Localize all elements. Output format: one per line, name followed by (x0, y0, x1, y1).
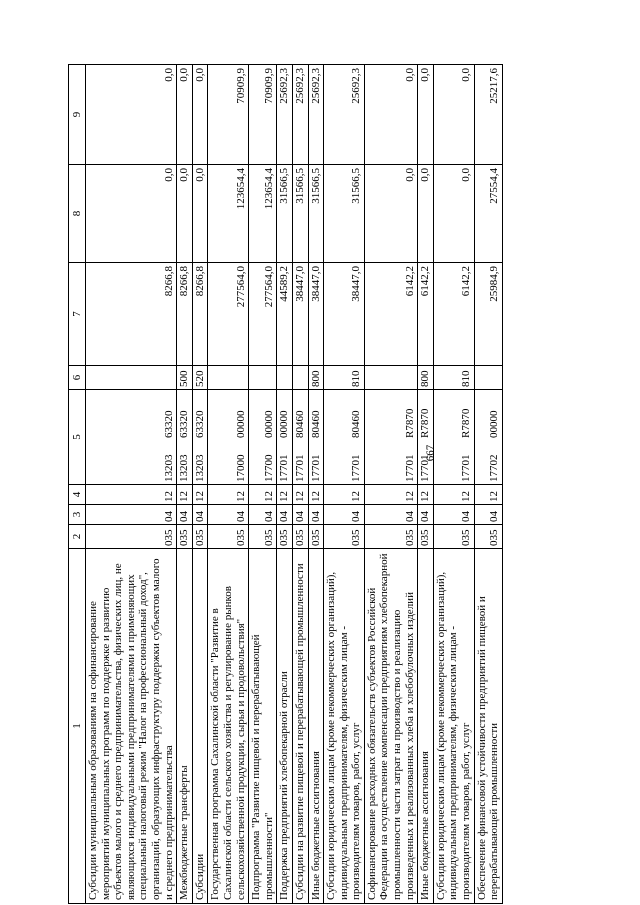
amount-col9-cell: 25692,3 (277, 65, 293, 165)
table-row (433, 65, 474, 904)
table-row (324, 65, 365, 904)
expense-type-cell (292, 366, 308, 390)
amount-col8-cell: 0,0 (192, 165, 208, 263)
target-article-cell (292, 390, 308, 485)
ministry-code-cell: 035 (474, 525, 502, 549)
target-article-direction-code: 80460 (350, 410, 363, 438)
target-article-direction-code: 80460 (309, 410, 322, 438)
row-name-cell: Субсидии (192, 549, 208, 904)
section-code-cell: 04 (364, 505, 417, 525)
amount-col9-cell: 0,0 (177, 65, 193, 165)
row-name-cell: Иные бюджетные ассигнования (418, 549, 434, 904)
table-row (86, 65, 177, 904)
row-name-cell: Государственная программа Сахалинской области "Развитие в Сахалинской области сельского хозяйства и регулирование рынков сельскохозяйственной продукции, сырья и продовольствия" (208, 549, 249, 904)
target-article-cell (277, 390, 293, 485)
table-row (418, 65, 434, 904)
expense-type-cell: 800 (308, 366, 324, 390)
column-header: 2 (69, 525, 86, 549)
section-code-cell: 04 (292, 505, 308, 525)
table-row (208, 65, 249, 904)
budget-table (68, 64, 503, 904)
amount-col9-cell: 0,0 (192, 65, 208, 165)
amount-col7-cell: 38447,0 (292, 263, 308, 366)
target-article-cell (208, 390, 249, 485)
section-code-cell: 04 (249, 505, 277, 525)
target-article-cell (474, 390, 502, 485)
amount-col8-cell: 0,0 (418, 165, 434, 263)
target-article-program-code: 13203 (193, 454, 206, 482)
amount-col8-cell: 27554,4 (474, 165, 502, 263)
ministry-code-cell: 035 (86, 525, 177, 549)
amount-col8-cell: 31566,5 (308, 165, 324, 263)
target-article-direction-code: R7870 (460, 408, 473, 438)
expense-type-cell (249, 366, 277, 390)
subsection-code-cell: 12 (292, 485, 308, 505)
column-header: 3 (69, 505, 86, 525)
amount-col7-cell: 6142,2 (418, 263, 434, 366)
section-code-cell: 04 (308, 505, 324, 525)
amount-col9-cell: 70909,9 (249, 65, 277, 165)
row-name-cell: Межбюджетные трансферты (177, 549, 193, 904)
target-article-cell (324, 390, 365, 485)
target-article-direction-code: R7870 (419, 408, 432, 438)
table-row (249, 65, 277, 904)
target-article-direction-code: 63320 (162, 410, 175, 438)
amount-col9-cell: 25692,3 (292, 65, 308, 165)
section-code-cell: 04 (192, 505, 208, 525)
amount-col9-cell: 25692,3 (308, 65, 324, 165)
ministry-code-cell: 035 (277, 525, 293, 549)
column-header: 4 (69, 485, 86, 505)
amount-col9-cell: 0,0 (433, 65, 474, 165)
target-article-direction-code: 63320 (178, 410, 191, 438)
column-header: 5 (69, 390, 86, 485)
target-article-direction-code: 00000 (278, 410, 291, 438)
amount-col9-cell: 25692,3 (324, 65, 365, 165)
subsection-code-cell: 12 (86, 485, 177, 505)
amount-col7-cell: 277564,0 (249, 263, 277, 366)
target-article-program-code: 17701 (278, 454, 291, 482)
subsection-code-cell: 12 (208, 485, 249, 505)
target-article-cell (177, 390, 193, 485)
subsection-code-cell: 12 (177, 485, 193, 505)
ministry-code-cell: 035 (177, 525, 193, 549)
amount-col9-cell: 0,0 (86, 65, 177, 165)
amount-col8-cell: 31566,5 (292, 165, 308, 263)
ministry-code-cell: 035 (208, 525, 249, 549)
amount-col9-cell: 25217,6 (474, 65, 502, 165)
column-header: 6 (69, 366, 86, 390)
ministry-code-cell: 035 (292, 525, 308, 549)
column-header: 8 (69, 165, 86, 263)
column-number-row (69, 65, 86, 904)
subsection-code-cell: 12 (324, 485, 365, 505)
subsection-code-cell: 12 (249, 485, 277, 505)
subsection-code-cell: 12 (277, 485, 293, 505)
amount-col8-cell: 31566,5 (324, 165, 365, 263)
expense-type-cell (474, 366, 502, 390)
ministry-code-cell: 035 (364, 525, 417, 549)
target-article-program-code: 17701 (293, 454, 306, 482)
row-name-cell: Субсидии юридическим лицам (кроме некоммерческих организаций), индивидуальным предпринимателям, физическим лицам - производителям товаров, работ, услуг (324, 549, 365, 904)
ministry-code-cell: 035 (192, 525, 208, 549)
section-code-cell: 04 (177, 505, 193, 525)
row-name-cell: Софинансирование расходных обязательств субъектов Российской Федерации на осуществление компенсации предприятиям хлебопекарной промышленности части затрат на производство и реализацию произведенных и реализованных хлеба и хлебобулочных изделий (364, 549, 417, 904)
amount-col7-cell: 44589,2 (277, 263, 293, 366)
ministry-code-cell: 035 (418, 525, 434, 549)
column-header: 1 (69, 549, 86, 904)
row-name-cell: Субсидии муниципальным образованиям на софинансирование мероприятий муниципальных программ по поддержке и развитию субъектов малого и среднего предпринимательства, физических лиц, не являющихся индивидуальными предпринимателями и применяющих специальный налоговый режим "Налог на профессиональный доход", организаций, образующих инфраструктуру поддержки субъектов малого и среднего предпринимательства (86, 549, 177, 904)
amount-col7-cell: 25984,9 (474, 263, 502, 366)
table-row (308, 65, 324, 904)
amount-col8-cell: 0,0 (364, 165, 417, 263)
subsection-code-cell: 12 (474, 485, 502, 505)
amount-col8-cell: 31566,5 (277, 165, 293, 263)
ministry-code-cell: 035 (249, 525, 277, 549)
table-row (192, 65, 208, 904)
expense-type-cell: 500 (177, 366, 193, 390)
target-article-program-code: 17700 (262, 454, 275, 482)
target-article-direction-code: 63320 (193, 410, 206, 438)
row-name-cell: Подпрограмма "Развитие пищевой и перерабатывающей промышленности" (249, 549, 277, 904)
amount-col7-cell: 38447,0 (308, 263, 324, 366)
amount-col8-cell: 0,0 (177, 165, 193, 263)
ministry-code-cell: 035 (324, 525, 365, 549)
section-code-cell: 04 (474, 505, 502, 525)
ministry-code-cell: 035 (308, 525, 324, 549)
section-code-cell: 04 (418, 505, 434, 525)
row-name-cell: Обеспечение финансовой устойчивости предприятий пищевой и перерабатывающей промышленности (474, 549, 502, 904)
subsection-code-cell: 12 (308, 485, 324, 505)
amount-col9-cell: 0,0 (364, 65, 417, 165)
expense-type-cell: 520 (192, 366, 208, 390)
amount-col7-cell: 38447,0 (324, 263, 365, 366)
table-row (292, 65, 308, 904)
amount-col7-cell: 6142,2 (364, 263, 417, 366)
column-header: 7 (69, 263, 86, 366)
target-article-cell (418, 390, 437, 485)
section-code-cell: 04 (208, 505, 249, 525)
target-article-cell (86, 390, 177, 485)
target-article-direction-code: R7870 (403, 408, 416, 438)
amount-col8-cell: 0,0 (86, 165, 177, 263)
target-article-cell (249, 390, 277, 485)
amount-col7-cell: 8266,8 (177, 263, 193, 366)
column-header: 9 (69, 65, 86, 165)
target-article-program-code: 13203 (162, 454, 175, 482)
target-article-program-code: 13203 (178, 454, 191, 482)
target-article-program-code: 17701 (419, 454, 432, 482)
target-article-direction-code: 00000 (488, 410, 501, 438)
target-article-cell (308, 390, 324, 485)
row-name-cell: Субсидии юридическим лицам (кроме некоммерческих организаций), индивидуальным предпринимателям, физическим лицам - производителям товаров, работ, услуг (433, 549, 474, 904)
target-article-cell (433, 390, 474, 485)
expense-type-cell: 810 (324, 366, 365, 390)
table-row (177, 65, 193, 904)
expense-type-cell: 800 (418, 366, 434, 390)
subsection-code-cell: 12 (364, 485, 417, 505)
table-row (277, 65, 293, 904)
row-name-cell: Субсидии на развитие пищевой и перерабатывающей промышленности (292, 549, 308, 904)
target-article-program-code: 17000 (234, 454, 247, 482)
page-number: 667 (424, 444, 437, 462)
section-code-cell: 04 (324, 505, 365, 525)
amount-col7-cell: 8266,8 (192, 263, 208, 366)
row-name-cell: Поддержка предприятий хлебопекарной отрасли (277, 549, 293, 904)
target-article-cell (192, 390, 208, 485)
expense-type-cell (208, 366, 249, 390)
subsection-code-cell: 12 (418, 485, 434, 505)
target-article-direction-code: 80460 (293, 410, 306, 438)
target-article-cell (364, 390, 417, 485)
amount-col9-cell: 0,0 (418, 65, 434, 165)
target-article-program-code: 17701 (403, 454, 416, 482)
amount-col7-cell: 6142,2 (433, 263, 474, 366)
section-code-cell: 04 (433, 505, 474, 525)
amount-col9-cell: 70909,9 (208, 65, 249, 165)
amount-col7-cell: 8266,8 (86, 263, 177, 366)
expense-type-cell (277, 366, 293, 390)
expense-type-cell (86, 366, 177, 390)
target-article-direction-code: 00000 (234, 410, 247, 438)
table-row (474, 65, 502, 904)
section-code-cell: 04 (277, 505, 293, 525)
target-article-program-code: 17701 (309, 454, 322, 482)
amount-col8-cell: 0,0 (433, 165, 474, 263)
table-body (86, 65, 503, 904)
subsection-code-cell: 12 (433, 485, 474, 505)
target-article-direction-code: 00000 (262, 410, 275, 438)
target-article-program-code: 17701 (350, 454, 363, 482)
table-row (364, 65, 417, 904)
expense-type-cell (364, 366, 417, 390)
row-name-cell: Иные бюджетные ассигнования (308, 549, 324, 904)
amount-col7-cell: 277564,0 (208, 263, 249, 366)
expense-type-cell: 810 (433, 366, 474, 390)
amount-col8-cell: 123654,4 (249, 165, 277, 263)
section-code-cell: 04 (86, 505, 177, 525)
amount-col8-cell: 123654,4 (208, 165, 249, 263)
target-article-program-code: 17701 (460, 454, 473, 482)
subsection-code-cell: 12 (192, 485, 208, 505)
ministry-code-cell: 035 (433, 525, 474, 549)
rotated-page-content (68, 65, 607, 904)
target-article-program-code: 17702 (488, 454, 501, 482)
